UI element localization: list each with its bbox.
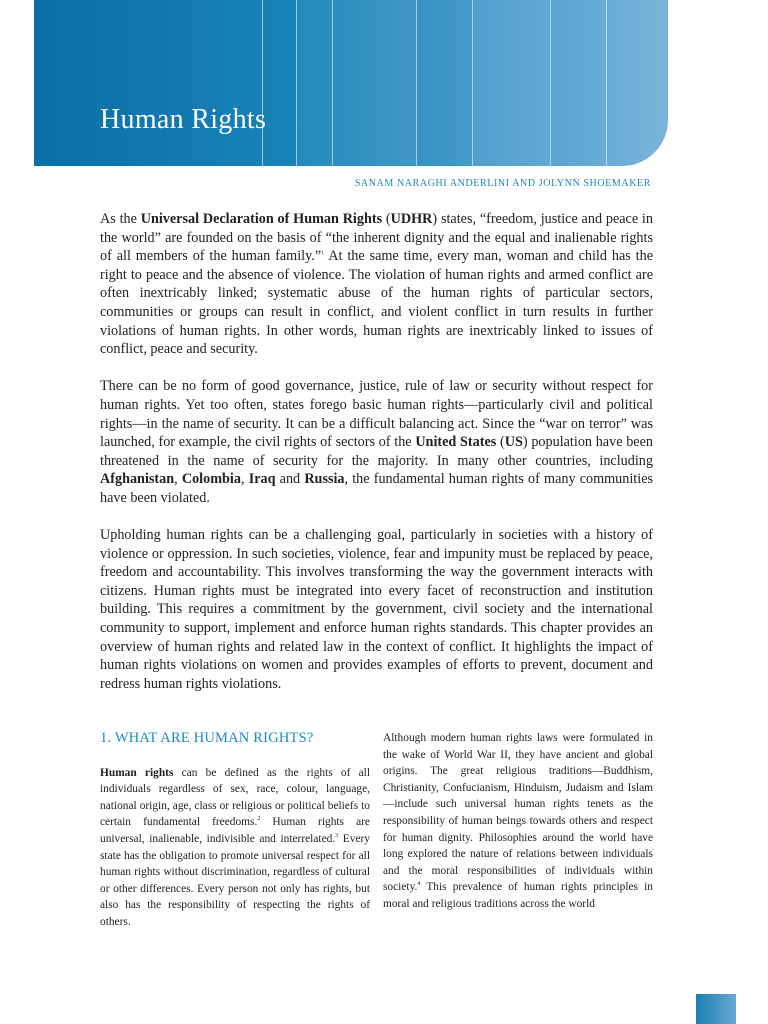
authors-line: SANAM NARAGHI ANDERLINI AND JOLYNN SHOEMAKER [354,178,651,189]
right-column [383,730,653,931]
two-column-section [100,730,653,931]
banner-stripe [606,0,607,166]
banner-stripe [416,0,417,166]
banner-stripe [296,0,297,166]
right-column-paragraph: Although modern human rights laws were formulated in the wake of World War II, they have ancient and global origins. The great religious traditions—Buddhism, Christianity, Confucianism, Hinduism, Judaism and Islam—include such universal human rights tenets as the responsibility of human beings towards others and respect for human dignity. Philosophies around the world have long explored the nature of relations between individuals and the moral responsibilities of individuals within society.$^4$ This prevalence of human rights principles in moral and religious traditions across the world [383,732,653,910]
banner-stripe [472,0,473,166]
section-heading: 1. WHAT ARE HUMAN RIGHTS? [100,730,314,746]
banner-stripe [550,0,551,166]
intro-text [100,210,653,712]
left-column [100,730,370,931]
footnote-marker: 4 [417,881,421,888]
intro-paragraph-2: There can be no form of good governance, justice, rule of law or security without respect for human rights. Yet too often, states forego basic human rights—particularly civil and political rights—in the name of security. It can be a difficult balancing act. Since the “war on terror” was launched, for example, the civil rights of sectors of the United States (US) population have been threatened in the name of security for the majority. In many other countries, including Afghanistan, Colombia, Iraq and Russia, the fundamental human rights of many communities have been violated. [100,378,654,506]
banner-shade [472,0,550,166]
banner-shade [296,0,416,166]
footnote-marker: 3 [335,833,339,840]
intro-paragraph-3: Upholding human rights can be a challenging goal, particularly in societies with a history of violence or oppression. In such societies, violence, fear and impunity must be replaced by peace, freedom and accountability. This involves transforming the way the government interacts with citizens. Human rights must be integrated into every facet of reconstruction and institution building. This requires a commitment by the government, civil society and the international community to support, implement and enforce human rights standards. This chapter provides an overview of human rights and related law in the context of conflict. It highlights the impact of human rights violations on women and provides examples of efforts to prevent, document and redress human rights violations. [100,527,653,692]
left-column-paragraph: Human rights can be defined as the rights of all individuals regardless of sex, race, colour, language, national origin, age, class or religious or political beliefs to certain fundamental freedoms.$^2$ Human rights are universal, inalienable, indivisible and interrelated.$^3$ Every state has the obligation to promote universal respect for all human rights without discrimination, regardless of cultural or other differences. Every person not only has rights, but also has the responsibility of respecting the rights of others. [100,766,370,928]
page-corner-bar [696,994,736,1024]
page-title: Human Rights [100,104,267,135]
header-banner [34,0,668,166]
banner-stripe [262,0,263,166]
footnote-marker: 1 [321,250,325,257]
footnote-marker: 2 [257,816,261,823]
intro-paragraph-1: As the Universal Declaration of Human Rights (UDHR) states, “freedom, justice and peace in the world” are founded on the basis of “the inherent dignity and the equal and inalienable rights of all members of the human family.”$^1$ At the same time, every man, woman and child has the right to peace and the absence of violence. The violation of human rights and armed conflict are often inextricably linked; systematic abuse of the human rights of particular sectors, communities or groups can result in conflict, and violent conflict in turn results in further violations of human rights. In other words, human rights are inextricably linked to issues of conflict, peace and security. [100,211,653,358]
banner-stripe [332,0,333,166]
